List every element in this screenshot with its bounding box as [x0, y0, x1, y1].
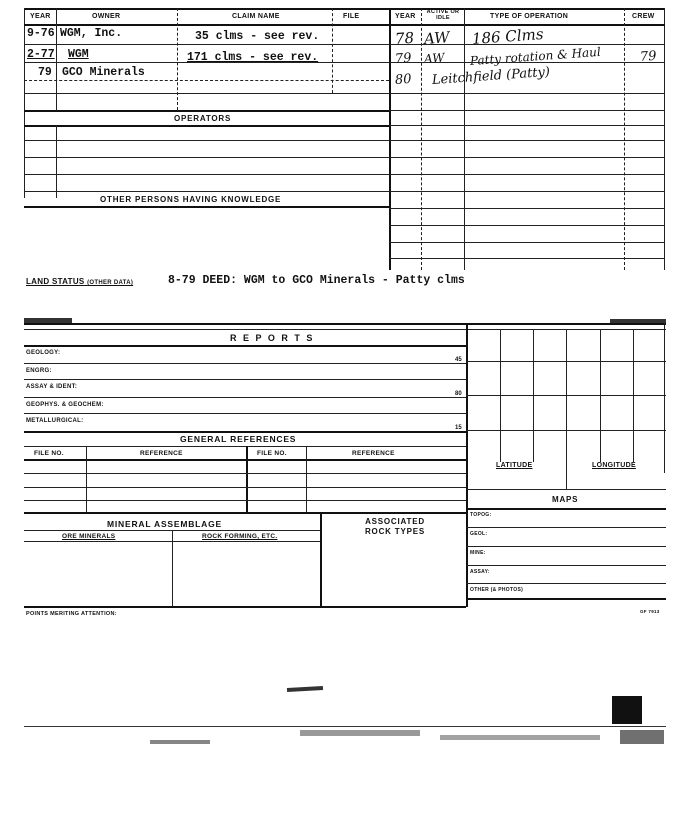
header-crew: CREW — [632, 13, 655, 20]
op-row-2-status: AW — [423, 50, 445, 66]
report-assay-num: 80 — [455, 391, 462, 397]
op-row-2-year: 79 — [394, 50, 413, 67]
report-geophys-label: GEOPHYS. & GEOCHEM: — [26, 402, 104, 408]
gr-reference-1: REFERENCE — [140, 450, 183, 457]
scan-mark — [440, 735, 600, 740]
associated-rock-types-label: ASSOCIATED ROCK TYPES — [364, 517, 425, 536]
maps-topog: TOPOG: — [470, 512, 492, 518]
owner-row-1-year: 9-76 — [27, 27, 55, 40]
scan-mark — [612, 696, 642, 724]
gr-file-no-1: FILE NO. — [34, 450, 64, 457]
latitude-label: LATITUDE — [496, 462, 533, 469]
header-file: FILE — [343, 13, 360, 20]
owner-row-3-owner: GCO Minerals — [62, 66, 145, 79]
scan-mark — [287, 686, 323, 692]
op-row-2-crew: 79 — [639, 48, 658, 65]
report-geology-num: 45 — [455, 357, 462, 363]
header-owner: OWNER — [92, 13, 121, 20]
op-row-2-type: Patty rotation & Haul — [469, 44, 602, 68]
header-type-of-operation: TYPE OF OPERATION — [490, 13, 569, 20]
general-references-title: GENERAL REFERENCES — [180, 434, 297, 444]
op-row-1-status: AW — [423, 28, 451, 48]
owner-row-2-claim: 171 clms - see rev. — [187, 51, 319, 64]
header-year: YEAR — [30, 13, 51, 20]
owner-row-3-year: 79 — [38, 66, 52, 79]
mineral-assemblage-title: MINERAL ASSEMBLAGE — [107, 519, 222, 529]
reports-title: R E P O R T S — [230, 333, 315, 343]
maps-geol: GEOL: — [470, 531, 488, 537]
report-metallurgical-num: 15 — [455, 425, 462, 431]
land-status-value: 8-79 DEED: WGM to GCO Minerals - Patty clms — [168, 274, 465, 287]
maps-assay: ASSAY: — [470, 569, 490, 575]
maps-mine: MINE: — [470, 550, 486, 556]
report-metallurgical-label: METALLURGICAL: — [26, 418, 84, 424]
gr-file-no-2: FILE NO. — [257, 450, 287, 457]
header-active-idle: ACTIVE OR IDLE — [426, 9, 460, 21]
header-claim-name: CLAIM NAME — [232, 13, 280, 20]
report-engrg-label: ENGRG: — [26, 368, 52, 374]
maps-other: OTHER (& PHOTOS) — [470, 587, 524, 593]
operators-label: OPERATORS — [174, 114, 232, 123]
op-row-3-type: Leitchfield (Patty) — [431, 64, 551, 88]
owner-row-1-claim: 35 clms - see rev. — [195, 30, 320, 43]
owner-row-2-owner: WGM — [68, 48, 89, 61]
longitude-label: LONGITUDE — [592, 462, 636, 469]
op-row-1-type: 186 Clms — [471, 25, 545, 48]
other-persons-label: OTHER PERSONS HAVING KNOWLEDGE — [100, 195, 282, 204]
scan-mark — [300, 730, 420, 736]
scan-mark — [150, 740, 210, 744]
owner-row-1-owner: WGM, Inc. — [60, 27, 123, 40]
scan-mark — [620, 730, 664, 744]
header-year-2: YEAR — [395, 13, 416, 20]
report-geology-label: GEOLOGY: — [26, 350, 61, 356]
rock-forming-label: ROCK FORMING, ETC. — [202, 533, 278, 540]
op-row-3-year: 80 — [394, 71, 413, 88]
maps-title: MAPS — [552, 495, 579, 504]
report-assay-label: ASSAY & IDENT: — [26, 384, 78, 390]
gr-reference-2: REFERENCE — [352, 450, 395, 457]
op-row-1-year: 78 — [394, 28, 415, 48]
land-status-label: LAND STATUS (OTHER DATA) — [26, 277, 134, 286]
form-number: GF 7913 — [640, 609, 660, 614]
ore-minerals-label: ORE MINERALS — [62, 533, 116, 540]
scan-mark — [24, 726, 666, 727]
owner-row-2-year: 2-77 — [27, 48, 55, 61]
points-meriting-attention-label: POINTS MERITING ATTENTION: — [26, 611, 117, 617]
